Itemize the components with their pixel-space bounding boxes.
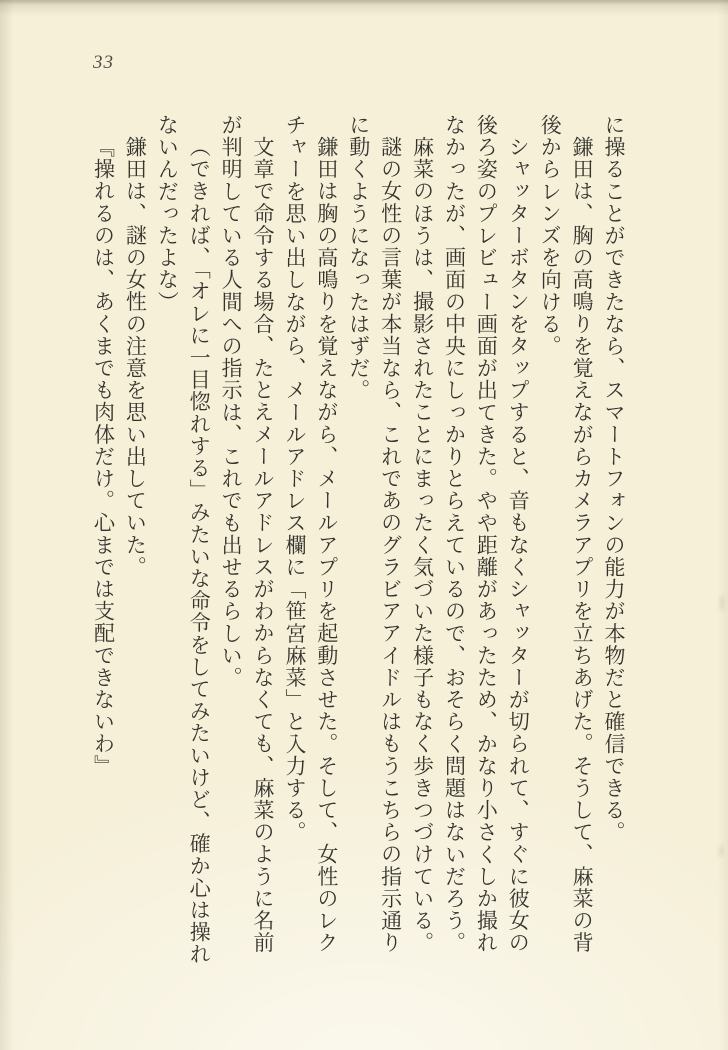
scan-artifact	[720, 595, 724, 611]
text-line: 謎の女性の言葉が本当なら、これであのグラビアアイドルはもうこちらの指示通り	[378, 136, 403, 954]
text-line: 文章で命令する場合、たとえメールアドレスがわからなくても、麻菜のように名前	[251, 136, 276, 954]
text-line: 後ろ姿のプレビュー画面が出てきた。やや距離があったため、かなり小さくしか撮れ	[474, 114, 499, 954]
text-line: 後からレンズを向ける。	[538, 114, 563, 358]
text-line: 鎌田は胸の高鳴りを覚えながら、メールアプリを起動させた。そして、女性のレク	[314, 136, 339, 954]
text-line: ないんだったよな）	[155, 114, 180, 313]
text-line: （できれば、「オレに一目惚れする」みたいな命令をしてみたいけど、確か心は操れ	[187, 136, 212, 966]
text-line: シャッターボタンをタップすると、音もなくシャッターが切られて、すぐに彼女の	[506, 136, 531, 954]
text-line: チャーを思い出しながら、メールアドレス欄に「笹宮麻菜」と入力する。	[282, 114, 307, 844]
body-text	[87, 114, 629, 994]
text-line: に動くようになったはずだ。	[346, 114, 371, 402]
text-line: に操ることができたなら、スマートフォンの能力が本物だと確信できる。	[602, 114, 626, 844]
text-line: 『操れるのは、あくまでも肉体だけ。心までは支配できないわ』	[91, 136, 116, 778]
scan-artifact	[719, 845, 723, 857]
text-line: なかったが、画面の中央にしっかりとらえているので、おそらく問題はないだろう。	[442, 114, 467, 954]
text-line: が判明している人間への指示は、これでも出せるらしい。	[219, 114, 244, 689]
text-line: 鎌田は、謎の女性の注意を思い出していた。	[123, 136, 148, 579]
text-line: 麻菜のほうは、撮影されたことにまったく気づいた様子もなく歩きつづけている。	[410, 136, 435, 954]
text-line: 鎌田は、胸の高鳴りを覚えながらカメラアプリを立ちあげた。そうして、麻菜の背	[570, 136, 595, 954]
page-number: 33	[93, 52, 114, 73]
